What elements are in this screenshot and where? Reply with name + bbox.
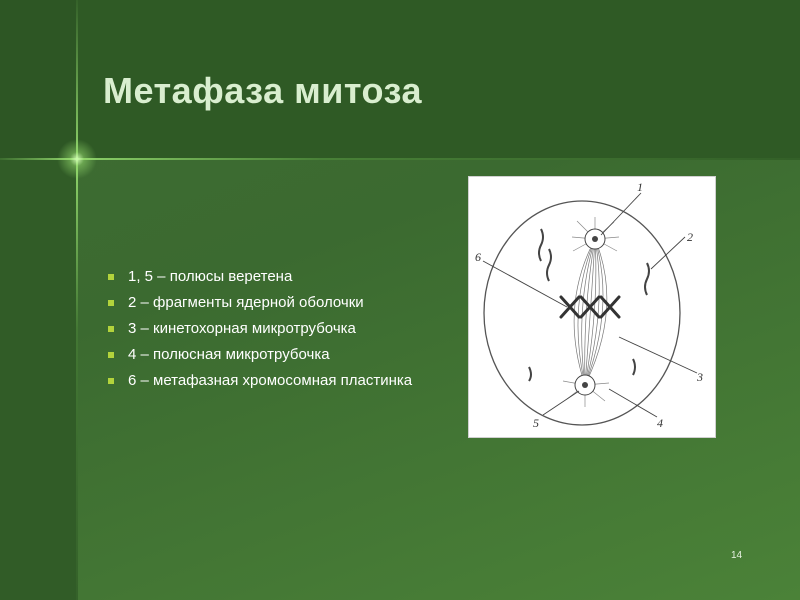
bullet-marker-icon <box>108 300 114 306</box>
figure-label: 5 <box>533 416 539 430</box>
bullet-list <box>108 268 438 398</box>
page-number: 14 <box>731 550 743 561</box>
figure-label: 4 <box>657 416 663 430</box>
vertical-glow-line <box>76 0 78 600</box>
bullet-marker-icon <box>108 378 114 384</box>
corner-block <box>0 0 78 160</box>
bullet-item: 3 – кинетохорная микротрубочка <box>108 320 438 338</box>
bullet-item: 2 – фрагменты ядерной оболочки <box>108 294 438 312</box>
figure-label: 1 <box>637 180 643 194</box>
bullet-marker-icon <box>108 326 114 332</box>
horizontal-glow-line <box>0 158 800 160</box>
mitosis-figure <box>468 176 716 438</box>
figure-label: 3 <box>697 370 703 384</box>
cell-diagram <box>469 177 715 437</box>
centriole-top <box>592 236 598 242</box>
bullet-item: 4 – полюсная микротрубочка <box>108 346 438 364</box>
light-flare <box>57 139 97 179</box>
slide-title: Метафаза митоза <box>103 70 422 111</box>
spindle-fibers <box>574 239 607 385</box>
bullet-item: 6 – метафазная хромосомная пластинка <box>108 372 438 390</box>
figure-label: 2 <box>687 230 693 244</box>
bullet-marker-icon <box>108 274 114 280</box>
centriole-bottom <box>582 382 588 388</box>
bullet-item: 1, 5 – полюсы веретена <box>108 268 438 286</box>
bullet-marker-icon <box>108 352 114 358</box>
figure-label: 6 <box>475 250 481 264</box>
